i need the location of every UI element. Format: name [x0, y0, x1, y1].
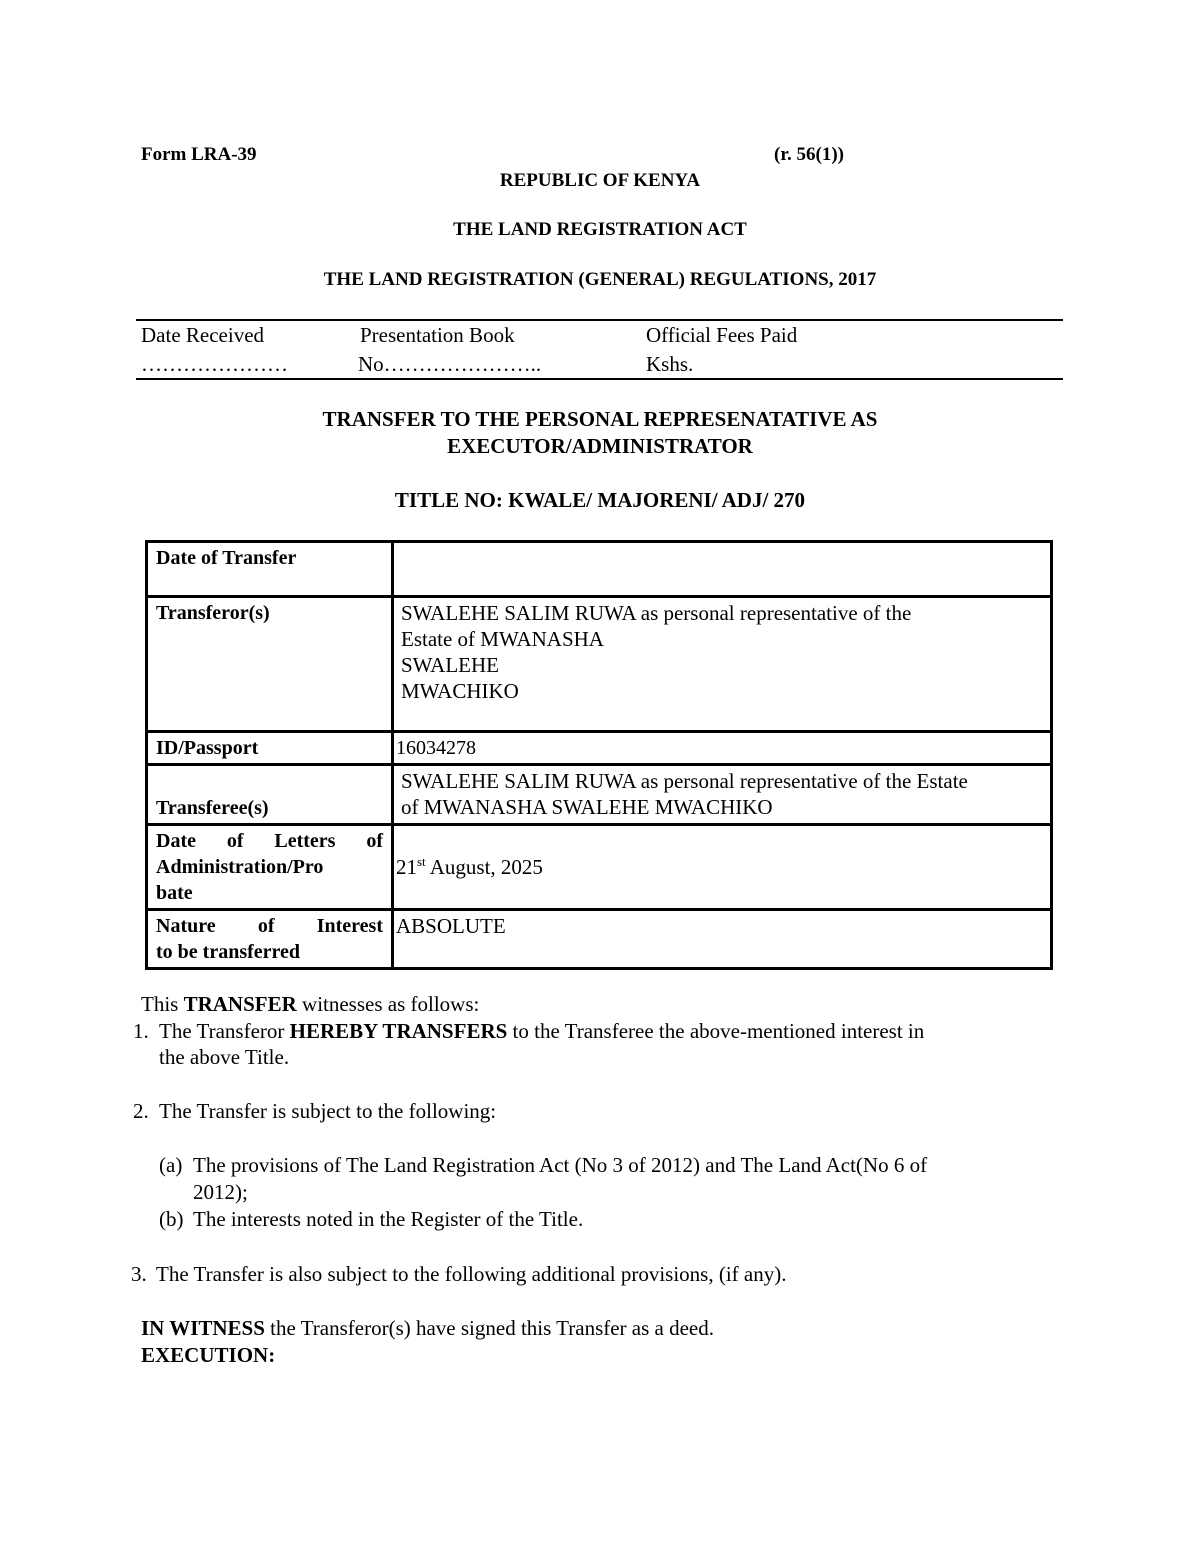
clause-2a-text: The provisions of The Land Registration Act (No 3 of 2012) and The Land Act(No 6 of	[193, 1153, 928, 1177]
transferor-value	[393, 597, 1052, 732]
id-passport-value: 16034278	[393, 732, 1052, 765]
act-heading: THE LAND REGISTRATION ACT	[453, 219, 747, 240]
fees-bottom-rule	[136, 378, 1063, 380]
transferor-line: SWALEHE	[401, 653, 499, 677]
document-title-line2: EXECUTOR/ADMINISTRATOR	[447, 434, 753, 458]
official-fees-label: Official Fees Paid	[646, 323, 798, 347]
document-title-line1: TRANSFER TO THE PERSONAL REPRESENATATIVE AS	[322, 407, 878, 431]
letters-label-line: bate	[156, 882, 193, 904]
clause-1-text	[159, 1019, 924, 1044]
table-row-transferor	[147, 597, 1052, 732]
in-witness-statement	[141, 1316, 714, 1341]
date-received-value: …………………	[141, 352, 288, 376]
transfer-details-table	[145, 540, 1053, 970]
transferor-label: Transferor(s)	[147, 597, 393, 732]
letters-day-suffix: st	[417, 854, 426, 869]
witnesses-intro	[141, 992, 479, 1017]
clause-2-number: 2.	[133, 1099, 149, 1123]
letters-of-administration-date	[393, 825, 1052, 910]
nature-of-interest-label	[147, 910, 393, 969]
letters-label-line: Date of Letters of	[156, 830, 383, 852]
date-of-transfer-label: Date of Transfer	[147, 542, 393, 597]
clause-1-number: 1.	[133, 1019, 149, 1043]
clause-1-pre: The Transferor	[159, 1019, 290, 1043]
clause-3-number: 3.	[131, 1262, 147, 1286]
letters-of-administration-label	[147, 825, 393, 910]
date-received-label: Date Received	[141, 323, 265, 347]
transferee-label: Transferee(s)	[147, 765, 393, 825]
in-witness-bold: IN WITNESS	[141, 1316, 265, 1340]
official-fees-value: Kshs.	[646, 352, 694, 376]
clause-1-bold: HEREBY TRANSFERS	[289, 1019, 508, 1043]
transferee-value	[393, 765, 1052, 825]
form-number: Form LRA-39	[141, 144, 257, 165]
republic-heading: REPUBLIC OF KENYA	[499, 170, 701, 191]
clause-2b-text: The interests noted in the Register of the Title.	[193, 1207, 584, 1231]
clause-2-text: The Transfer is subject to the following:	[159, 1099, 497, 1123]
transferee-line: SWALEHE SALIM RUWA as personal representative of the Estate	[401, 769, 968, 793]
table-row-date-of-transfer	[147, 542, 1052, 597]
clause-3-text: The Transfer is also subject to the following additional provisions, (if any).	[156, 1262, 787, 1286]
presentation-book-value: No…………………..	[358, 352, 542, 376]
intro-text: This	[141, 992, 184, 1016]
clause-1-post: to the Transferee the above-mentioned interest in	[507, 1019, 925, 1043]
nature-label-line: Nature of Interest	[156, 915, 383, 937]
transferor-line: Estate of MWANASHA	[401, 627, 604, 651]
table-row-letters-of-administration	[147, 825, 1052, 910]
nature-of-interest-value: ABSOLUTE	[393, 910, 1052, 969]
clause-2a-continuation: 2012);	[193, 1180, 248, 1204]
regulations-heading: THE LAND REGISTRATION (GENERAL) REGULATIONS, 2017	[323, 269, 877, 290]
letters-month-year: August, 2025	[425, 855, 543, 879]
in-witness-text: the Transferor(s) have signed this Transfer as a deed.	[264, 1316, 715, 1340]
clause-2a-label: (a)	[159, 1153, 183, 1177]
title-number: TITLE NO: KWALE/ MAJORENI/ ADJ/ 270	[394, 488, 806, 512]
id-passport-label: ID/Passport	[147, 732, 393, 765]
fees-top-rule	[136, 319, 1063, 321]
execution-heading: EXECUTION:	[141, 1343, 276, 1367]
transferor-line: SWALEHE SALIM RUWA as personal representative of the	[401, 601, 912, 625]
intro-bold-transfer: TRANSFER	[183, 992, 297, 1016]
clause-2b-label: (b)	[159, 1207, 184, 1231]
table-row-nature-of-interest	[147, 910, 1052, 969]
table-row-id-passport	[147, 732, 1052, 765]
clause-1-continuation: the above Title.	[159, 1045, 290, 1069]
nature-label-line: to be transferred	[156, 941, 301, 963]
intro-text-end: witnesses as follows:	[296, 992, 480, 1016]
date-of-transfer-value	[393, 542, 1052, 597]
table-row-transferee	[147, 765, 1052, 825]
transferor-line: MWACHIKO	[401, 679, 519, 703]
transferee-line: of MWANASHA SWALEHE MWACHIKO	[401, 795, 773, 819]
letters-day: 21	[396, 855, 417, 879]
rule-reference: (r. 56(1))	[774, 144, 844, 165]
letters-label-line: Administration/Pro	[156, 856, 324, 878]
presentation-book-label: Presentation Book	[360, 323, 515, 347]
